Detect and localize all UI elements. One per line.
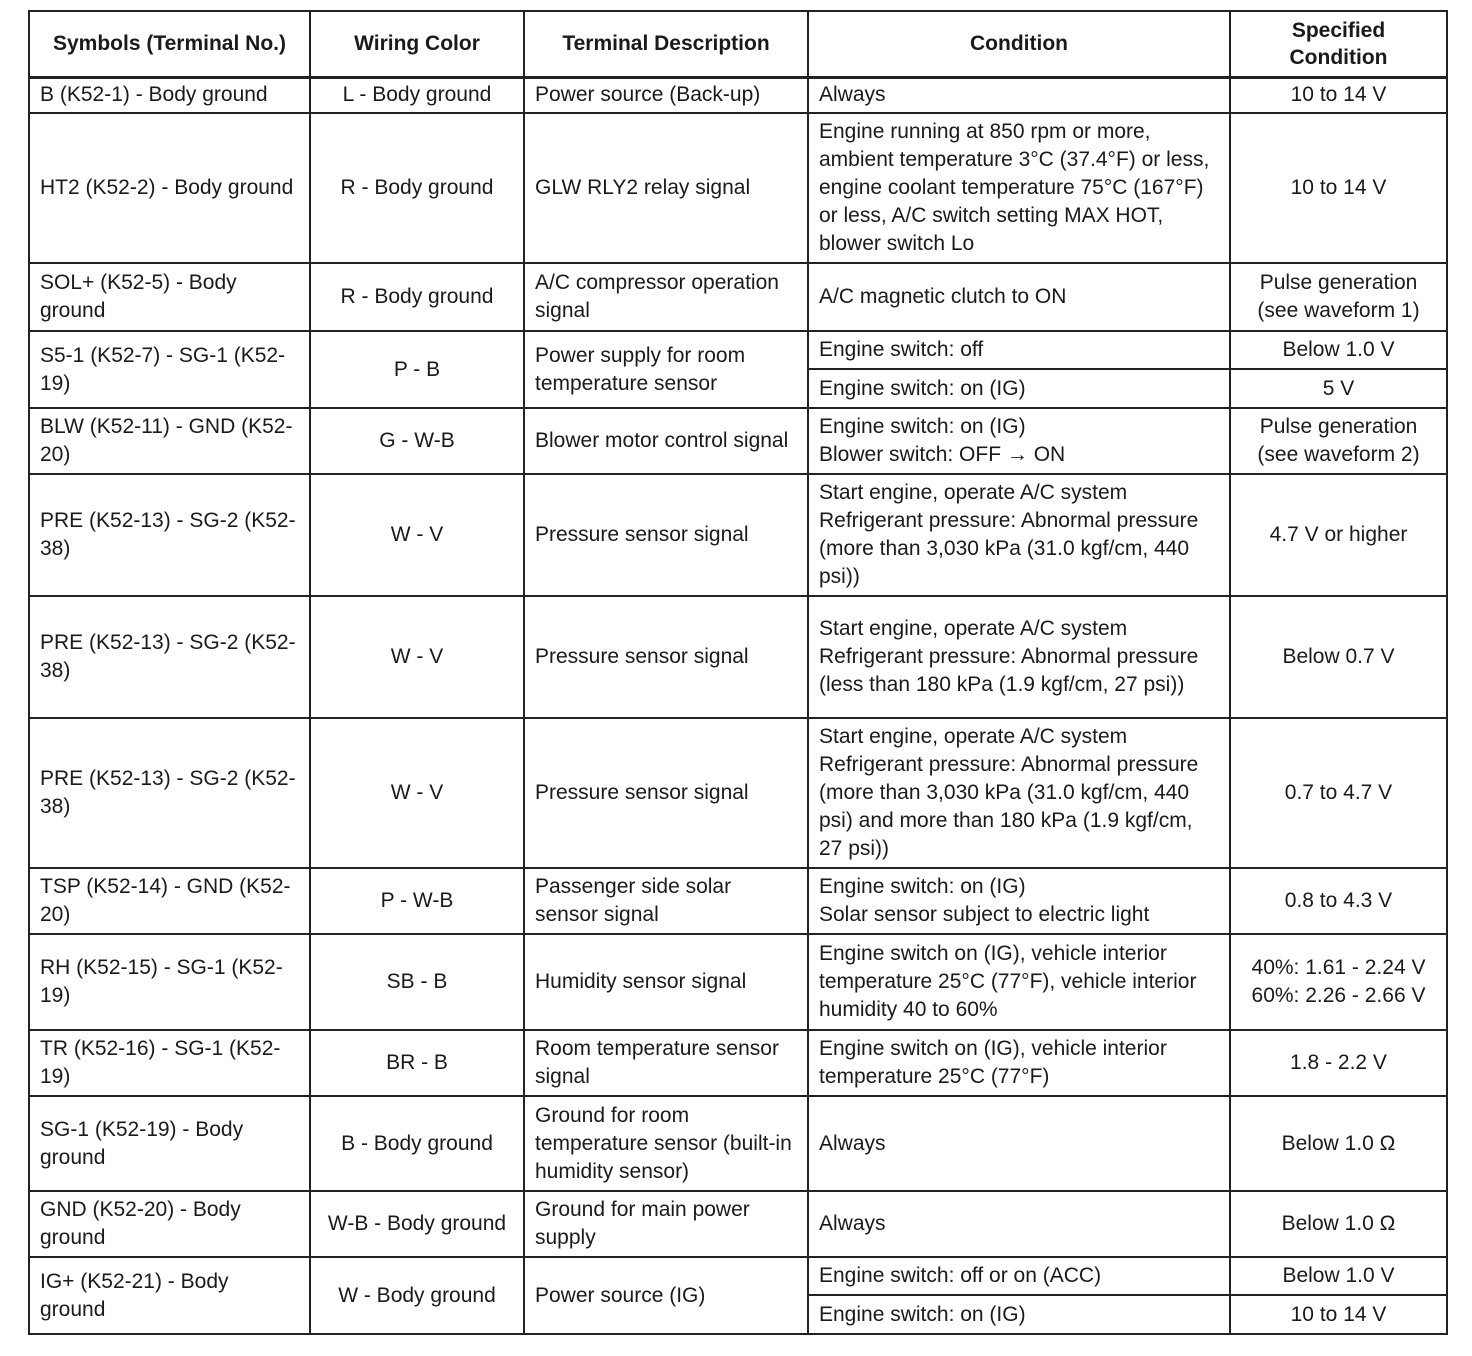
terminal-description-cell: Power source (IG) [524, 1257, 808, 1334]
table-row [29, 934, 1447, 1030]
wiring-color-cell: W-B - Body ground [310, 1191, 524, 1257]
condition-cell: Always [808, 1191, 1230, 1257]
terminal-description-cell: Ground for room temperature sensor (built-in humidity sensor) [524, 1096, 808, 1191]
header-symbols: Symbols (Terminal No.) [29, 11, 310, 77]
header-row [29, 11, 1447, 77]
wiring-color-cell: P - B [310, 331, 524, 408]
wiring-color-cell: SB - B [310, 934, 524, 1030]
condition-cell: Engine switch: on (IG) Blower switch: OFF → ON [808, 408, 1230, 474]
condition-cell: Engine switch: on (IG) Solar sensor subject to electric light [808, 868, 1230, 934]
specified-condition-cell: 4.7 V or higher [1230, 474, 1447, 596]
terminal-description-cell: Ground for main power supply [524, 1191, 808, 1257]
condition-cell: Engine switch on (IG), vehicle interior temperature 25°C (77°F), vehicle interior humidity 40 to 60% [808, 934, 1230, 1030]
symbol-cell: IG+ (K52-21) - Body ground [29, 1257, 310, 1334]
specified-condition-cell: Pulse generation (see waveform 1) [1230, 263, 1447, 331]
specified-condition-cell: 10 to 14 V [1230, 1295, 1447, 1334]
specified-condition-cell: 5 V [1230, 369, 1447, 408]
table-row [29, 596, 1447, 718]
terminal-description-cell: Power source (Back-up) [524, 77, 808, 113]
specified-condition-cell: Below 1.0 Ω [1230, 1096, 1447, 1191]
specified-condition-cell: 0.8 to 4.3 V [1230, 868, 1447, 934]
terminal-description-cell: Pressure sensor signal [524, 474, 808, 596]
specified-condition-cell: 1.8 - 2.2 V [1230, 1030, 1447, 1096]
terminal-spec-table [28, 10, 1448, 1335]
condition-cell: Engine switch: off or on (ACC) [808, 1257, 1230, 1295]
wiring-color-cell: W - V [310, 718, 524, 868]
header-specified-condition: Specified Condition [1230, 11, 1447, 77]
wiring-color-cell: BR - B [310, 1030, 524, 1096]
terminal-description-cell: A/C compressor operation signal [524, 263, 808, 331]
terminal-description-cell: GLW RLY2 relay signal [524, 113, 808, 263]
wiring-color-cell: G - W-B [310, 408, 524, 474]
table-row [29, 1096, 1447, 1191]
specified-condition-cell: 40%: 1.61 - 2.24 V 60%: 2.26 - 2.66 V [1230, 934, 1447, 1030]
specified-condition-cell: Below 0.7 V [1230, 596, 1447, 718]
terminal-description-cell: Passenger side solar sensor signal [524, 868, 808, 934]
terminal-description-cell: Power supply for room temperature sensor [524, 331, 808, 408]
wiring-color-cell: W - V [310, 474, 524, 596]
terminal-description-cell: Humidity sensor signal [524, 934, 808, 1030]
condition-cell: Engine switch on (IG), vehicle interior temperature 25°C (77°F) [808, 1030, 1230, 1096]
table-row [29, 331, 1447, 369]
symbol-cell: SG-1 (K52-19) - Body ground [29, 1096, 310, 1191]
condition-cell: Always [808, 77, 1230, 113]
specified-condition-cell: Below 1.0 V [1230, 331, 1447, 369]
header-wiring-color: Wiring Color [310, 11, 524, 77]
condition-cell: Engine switch: off [808, 331, 1230, 369]
table-row [29, 113, 1447, 263]
symbol-cell: PRE (K52-13) - SG-2 (K52-38) [29, 718, 310, 868]
symbol-cell: TR (K52-16) - SG-1 (K52-19) [29, 1030, 310, 1096]
table-row [29, 1030, 1447, 1096]
wiring-color-cell: P - W-B [310, 868, 524, 934]
wiring-color-cell: R - Body ground [310, 113, 524, 263]
condition-cell: Engine running at 850 rpm or more, ambient temperature 3°C (37.4°F) or less, engine coolant temperature 75°C (167°F) or less, A/C switch setting MAX HOT, blower switch Lo [808, 113, 1230, 263]
terminal-description-cell: Pressure sensor signal [524, 718, 808, 868]
specified-condition-cell: Below 1.0 Ω [1230, 1191, 1447, 1257]
table-row [29, 718, 1447, 868]
condition-cell: Engine switch: on (IG) [808, 369, 1230, 408]
condition-cell: Start engine, operate A/C system Refrigerant pressure: Abnormal pressure (less than 180 kPa (1.9 kgf/cm, 27 psi)) [808, 596, 1230, 718]
terminal-description-cell: Pressure sensor signal [524, 596, 808, 718]
symbol-cell: TSP (K52-14) - GND (K52-20) [29, 868, 310, 934]
symbol-cell: PRE (K52-13) - SG-2 (K52-38) [29, 474, 310, 596]
symbol-cell: BLW (K52-11) - GND (K52-20) [29, 408, 310, 474]
table-row [29, 868, 1447, 934]
terminal-description-cell: Blower motor control signal [524, 408, 808, 474]
symbol-cell: B (K52-1) - Body ground [29, 77, 310, 113]
symbol-cell: GND (K52-20) - Body ground [29, 1191, 310, 1257]
table-row [29, 474, 1447, 596]
symbol-cell: SOL+ (K52-5) - Body ground [29, 263, 310, 331]
table-row [29, 77, 1447, 113]
specified-condition-cell: 10 to 14 V [1230, 113, 1447, 263]
symbol-cell: RH (K52-15) - SG-1 (K52-19) [29, 934, 310, 1030]
table-row [29, 1257, 1447, 1295]
specified-condition-cell: Below 1.0 V [1230, 1257, 1447, 1295]
table-row [29, 263, 1447, 331]
condition-cell: Always [808, 1096, 1230, 1191]
wiring-color-cell: W - Body ground [310, 1257, 524, 1334]
wiring-color-cell: W - V [310, 596, 524, 718]
condition-cell: Engine switch: on (IG) [808, 1295, 1230, 1334]
wiring-color-cell: B - Body ground [310, 1096, 524, 1191]
condition-cell: Start engine, operate A/C system Refrigerant pressure: Abnormal pressure (more than 3,030 kPa (31.0 kgf/cm, 440 psi) and more than 180 kPa (1.9 kgf/cm, 27 psi)) [808, 718, 1230, 868]
table-body [29, 77, 1447, 1334]
specified-condition-cell: 10 to 14 V [1230, 77, 1447, 113]
header-condition: Condition [808, 11, 1230, 77]
symbol-cell: PRE (K52-13) - SG-2 (K52-38) [29, 596, 310, 718]
condition-cell: A/C magnetic clutch to ON [808, 263, 1230, 331]
symbol-cell: S5-1 (K52-7) - SG-1 (K52-19) [29, 331, 310, 408]
condition-cell: Start engine, operate A/C system Refrigerant pressure: Abnormal pressure (more than 3,030 kPa (31.0 kgf/cm, 440 psi)) [808, 474, 1230, 596]
symbol-cell: HT2 (K52-2) - Body ground [29, 113, 310, 263]
table-row [29, 408, 1447, 474]
specified-condition-cell: 0.7 to 4.7 V [1230, 718, 1447, 868]
wiring-color-cell: R - Body ground [310, 263, 524, 331]
specified-condition-cell: Pulse generation (see waveform 2) [1230, 408, 1447, 474]
table-row [29, 1191, 1447, 1257]
header-terminal-description: Terminal Description [524, 11, 808, 77]
terminal-description-cell: Room temperature sensor signal [524, 1030, 808, 1096]
wiring-color-cell: L - Body ground [310, 77, 524, 113]
